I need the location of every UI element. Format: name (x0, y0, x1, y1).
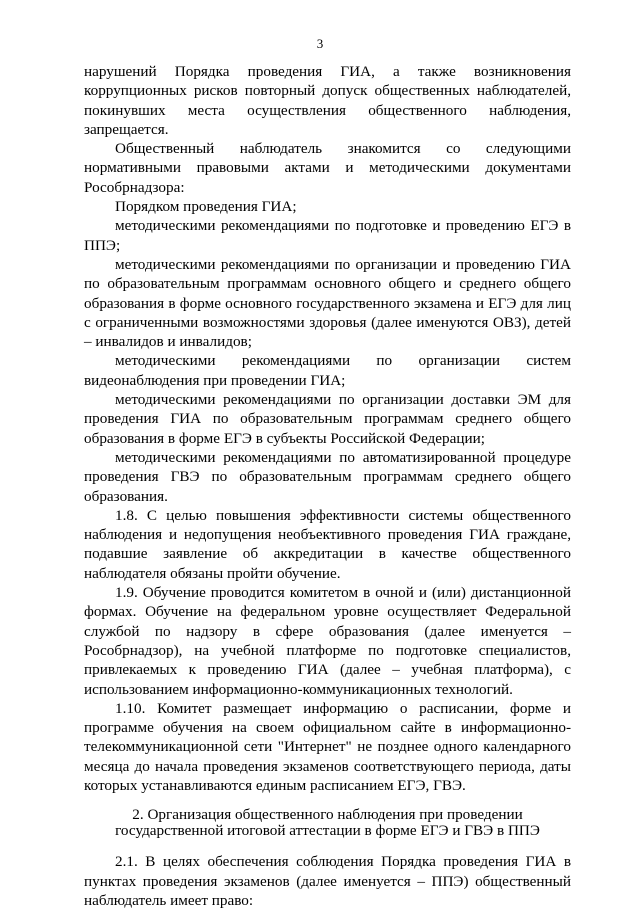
list-item-delivery-recommendations: методическими рекомендациями по организации доставки ЭМ для проведения ГИА по образовательным программам среднего общего образования в форме ЕГЭ в субъекты Российской Федерации; (84, 391, 571, 447)
list-item-gia-procedure: Порядком проведения ГИА; (115, 198, 297, 216)
paragraph-continuation: нарушений Порядка проведения ГИА, а также возникновения коррупционных рисков повторный допуск общественных наблюдателей, покинувших места осуществления общественного наблюдения, запрещается. (84, 63, 571, 138)
paragraph-2-1: 2.1. В целях обеспечения соблюдения Порядка проведения ГИА в пунктах проведения экзаменов (далее именуется – ППЭ) общественный наблюдатель имеет право: (84, 853, 571, 909)
page-number: 3 (316, 36, 324, 51)
section-heading (84, 807, 571, 838)
document-body (84, 62, 571, 910)
section-heading-line-1: 2. Организация общественного наблюдения при проведении (132, 806, 523, 824)
list-item-ege-recommendations: методическими рекомендациями по подготовке и проведению ЕГЭ в ППЭ; (84, 217, 571, 254)
paragraph-observer-documents: Общественный наблюдатель знакомится со следующими нормативными правовыми актами и методическими документами Рособрнадзора: (84, 140, 571, 196)
list-item-video-recommendations: методическими рекомендациями по организации систем видеонаблюдения при проведении ГИА; (84, 352, 571, 389)
paragraph-1-10: 1.10. Комитет размещает информацию о расписании, форме и программе обучения на своем официальном сайте в информационно-телекоммуникационной сети "Интернет" не позднее одного календарного месяца до начала проведения экзаменов соответствующего периода, даты которых устанавливаются единым расписанием ЕГЭ, ГВЭ. (84, 699, 571, 794)
list-item-gve-recommendations: методическими рекомендациями по автоматизированной процедуре проведения ГВЭ по образовательным программам среднего общего образования. (84, 448, 571, 505)
paragraph-1-9: 1.9. Обучение проводится комитетом в очной и (или) дистанционной формах. Обучение на федеральном уровне осуществляет Федеральной службой по надзору в сфере образования (далее именуется – Рособрнадзор), на учебной платформе по подготовке специалистов, привлекаемых к проведению ГИА (далее – учебная платформа), с использованием информационно-коммуникационных технологий. (84, 584, 571, 698)
list-item-ovz-recommendations: методическими рекомендациями по организации и проведению ГИА по образовательным программам основного общего и среднего общего образования в форме основного государственного экзамена и ЕГЭ для лиц с ограниченными возможностями здоровья (далее именуются ОВЗ), детей – инвалидов и инвалидов; (84, 255, 571, 351)
section-heading-line-2: государственной итоговой аттестации в форме ЕГЭ и ГВЭ в ППЭ (115, 821, 540, 839)
paragraph-1-8: 1.8. С целью повышения эффективности системы общественного наблюдения и недопущения необъективного проведения ГИА граждане, подавшие заявление об аккредитации в качестве общественного наблюдателя обязаны пройти обучение. (84, 506, 571, 582)
